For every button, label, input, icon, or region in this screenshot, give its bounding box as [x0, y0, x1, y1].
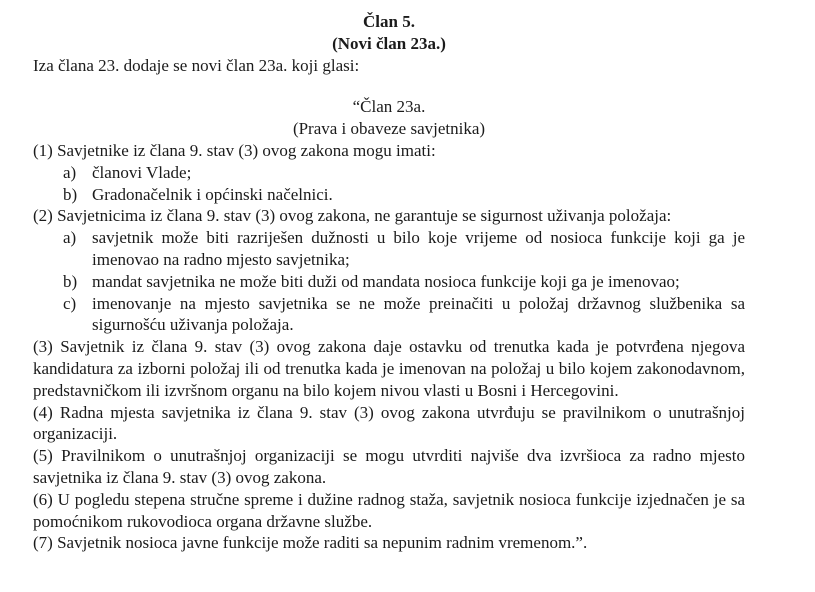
article-heading: Član 5.: [363, 12, 415, 31]
subitem-text: Gradonačelnik i općinski načelnici.: [92, 184, 333, 204]
quoted-article-subtitle: (Prava i obaveze savjetnika): [292, 119, 486, 139]
paragraph-text: Savjetnike iz člana 9. stav (3) ovog zakona mogu imati:: [57, 140, 436, 160]
quoted-article-title: “Član 23a.: [352, 97, 426, 117]
paragraph-7: [33, 532, 745, 554]
paragraph-2: [33, 205, 745, 227]
paragraph-number: (7): [33, 533, 53, 553]
paragraph-number: (4): [33, 402, 53, 422]
paragraph-text: Savjetnicima iz člana 9. stav (3) ovog zakona, ne garantuje se sigurnost uživanja položaja:: [57, 206, 672, 226]
article-subheading: (Novi član 23a.): [332, 33, 446, 53]
paragraph-text: Savjetnik iz člana 9. stav (3) ovog zakona daje ostavku od trenutka kada je potvrđena njegova kandidatura za izborni položaj ili od trenutka kada je imenovan na položaj u bilo kojem zakonodavnom, predstavničkom ili izvršnom organu na bilo kojem nivou vlasti u Bosni i Hercegovini.: [33, 337, 745, 400]
subitem-2a: [33, 227, 745, 271]
paragraph-4: [33, 402, 745, 446]
intro-paragraph: Iza člana 23. dodaje se novi član 23a. koji glasi:: [33, 55, 360, 75]
paragraph-number: (5): [33, 446, 53, 466]
subitem-marker: a): [63, 228, 77, 248]
subitem-marker: b): [63, 184, 78, 204]
paragraph-text: Radna mjesta savjetnika iz člana 9. stav (3) ovog zakona utvrđuju se pravilnikom o unutrašnjoj organizaciji.: [33, 402, 746, 444]
paragraph-number: (6): [33, 489, 53, 509]
paragraph-number: (1): [33, 140, 53, 160]
subitem-text: savjetnik može biti razriješen dužnosti u bilo koje vrijeme od nosioca funkcije koji ga je imenovao na radno mjesto savjetnika;: [92, 228, 745, 269]
paragraph-1: [33, 140, 745, 162]
subitem-text: mandat savjetnika ne može biti duži od mandata nosioca funkcije koji ga je imenovao;: [92, 271, 680, 291]
paragraph-3: [33, 336, 745, 401]
subitem-1a: [33, 162, 745, 184]
paragraph-number: (3): [33, 337, 53, 357]
subitem-text: članovi Vlade;: [92, 162, 192, 182]
subitem-2c: [33, 293, 745, 337]
subitem-marker: a): [63, 162, 77, 182]
blank-line: [33, 76, 745, 96]
subitem-2b: [33, 271, 745, 293]
subitem-1b: [33, 184, 745, 206]
paragraph-5: [33, 445, 745, 489]
paragraph-6: [33, 489, 745, 533]
paragraph-text: Pravilnikom o unutrašnjoj organizaciji se mogu utvrditi najviše dva izvršioca za radno mjesto savjetnika iz člana 9. stav (3) ovog zakona.: [33, 446, 746, 487]
subitem-marker: b): [63, 271, 78, 291]
paragraph-text: Savjetnik nosioca javne funkcije može raditi sa nepunim radnim vremenom.”.: [57, 533, 588, 553]
paragraph-number: (2): [33, 206, 53, 226]
paragraph-text: U pogledu stepena stručne spreme i dužine radnog staža, savjetnik nosioca funkcije izjednačen je sa pomoćnikom rukovodioca organa državne službe.: [33, 489, 745, 531]
subitem-text: imenovanje na mjesto savjetnika se ne može preinačiti u položaj državnog službenika sa sigurnošću uživanja položaja.: [92, 293, 745, 335]
subitem-marker: c): [63, 293, 77, 313]
